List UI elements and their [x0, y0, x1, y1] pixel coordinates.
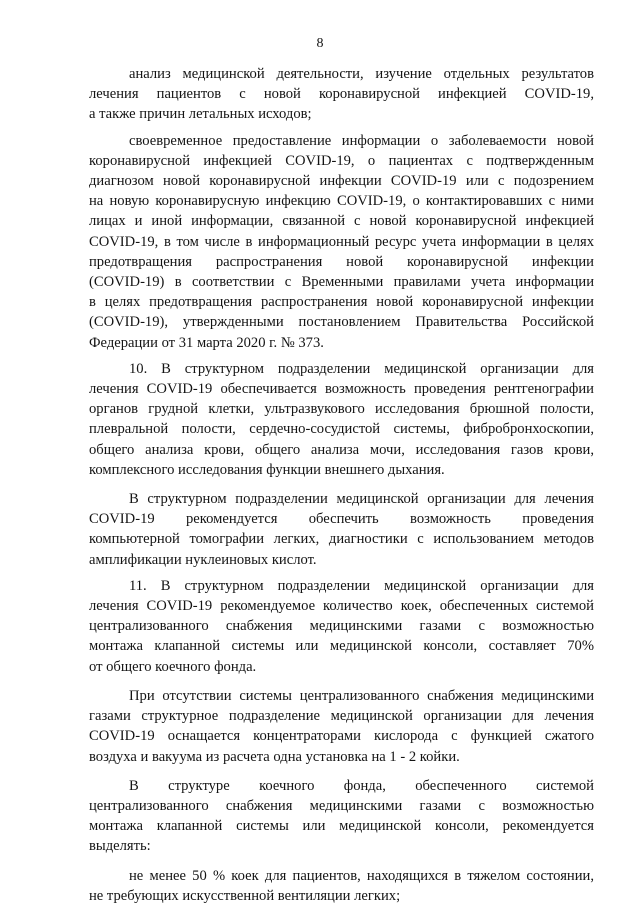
text-line: компьютерной томографии легких, диагностики с использованием методов — [89, 531, 594, 548]
paragraph-item-11 — [89, 576, 594, 677]
text-line: на новую коронавирусную инфекцию COVID-19, о контактировавших с ними — [89, 193, 594, 210]
document-body — [89, 64, 594, 906]
text-line: диагнозом новой коронавирусной инфекции COVID-19 или с подозрением — [89, 173, 594, 190]
text-line: амплификации нуклеиновых кислот. — [89, 551, 317, 568]
text-line: не менее 50 % коек для пациентов, находящихся в тяжелом состоянии, — [129, 867, 594, 884]
text-line: COVID-19 оснащается концентраторами кислорода с функцией сжатого — [89, 728, 594, 745]
text-line: (COVID-19), утвержденными постановлением Правительства Российской — [89, 314, 594, 331]
page-number: 8 — [316, 36, 324, 51]
text-line: В структуре коечного фонда, обеспеченного системой — [129, 777, 594, 794]
text-line: своевременное предоставление информации о заболеваемости новой — [129, 132, 594, 149]
paragraph-analysis — [89, 64, 594, 125]
text-line: COVID-19 рекомендуется обеспечить возможность проведения — [89, 511, 594, 528]
text-line: 10. В структурном подразделении медицинской организации для — [129, 360, 594, 377]
text-line: органов грудной клетки, ультразвукового исследования брюшной полости, — [89, 401, 594, 418]
text-line: анализ медицинской деятельности, изучение отдельных результатов — [129, 66, 594, 82]
text-line: При отсутствии системы централизованного снабжения медицинскими — [129, 687, 594, 704]
paragraph-item-10 — [89, 359, 594, 480]
text-line: COVID-19, в том числе в информационный ресурс учета информации в целях — [89, 233, 594, 250]
text-line: лицах и иной информации, связанной с новой коронавирусной инфекцией — [89, 213, 594, 230]
text-line: монтажа клапанной системы или медицинской консоли, рекомендуется — [89, 818, 594, 835]
text-line: а также причин летальных исходов; — [89, 106, 312, 123]
text-line: от общего коечного фонда. — [89, 658, 257, 675]
text-line: лечения COVID-19 обеспечивается возможность проведения рентгенографии — [89, 381, 594, 398]
text-line: 11. В структурном подразделении медицинской организации для — [129, 577, 594, 594]
paragraph-bed-structure — [89, 776, 594, 857]
text-line: централизованного снабжения медицинскими газами с возможностью — [89, 797, 594, 814]
text-line: плевральной полости, сердечно-сосудистой системы, фибробронхоскопии, — [89, 421, 594, 438]
text-line: коронавирусной инфекцией COVID-19, о пациентах с подтвержденным — [89, 152, 594, 169]
text-line: комплексного исследования функции внешнего дыхания. — [89, 461, 445, 478]
text-line: не требующих искусственной вентиляции легких; — [89, 887, 401, 904]
text-line: воздуха и вакуума из расчета одна установка на 1 - 2 койки. — [89, 748, 460, 765]
text-line: централизованного снабжения медицинскими газами с возможностью — [89, 618, 594, 635]
paragraph-oxygen-concentrators — [89, 686, 594, 767]
text-line: Федерации от 31 марта 2020 г. № 373. — [89, 334, 324, 351]
text-line: общего анализа крови, общего анализа мочи, исследования газов крови, — [89, 441, 594, 458]
text-line: предотвращения распространения новой коронавирусной инфекции — [89, 253, 594, 270]
text-line: лечения COVID-19 рекомендуемое количество коек, обеспеченных системой — [89, 598, 594, 615]
text-line: в целях предотвращения распространения новой коронавирусной инфекции — [89, 294, 594, 311]
text-line: монтажа клапанной системы или медицинской консоли, составляет 70% — [89, 638, 594, 655]
text-line: В структурном подразделении медицинской организации для лечения — [129, 491, 594, 508]
text-line: (COVID-19) в соответствии с Временными правилами учета информации — [89, 274, 594, 291]
text-line: лечения пациентов с новой коронавирусной инфекцией COVID-19, — [89, 86, 594, 103]
paragraph-severe-patients-beds — [89, 866, 594, 906]
paragraph-recommended-diagnostics — [89, 489, 594, 570]
text-line: газами структурное подразделение медицинской организации для лечения — [89, 708, 594, 725]
text-line: выделять: — [89, 838, 151, 855]
paragraph-information-reporting — [89, 131, 594, 353]
